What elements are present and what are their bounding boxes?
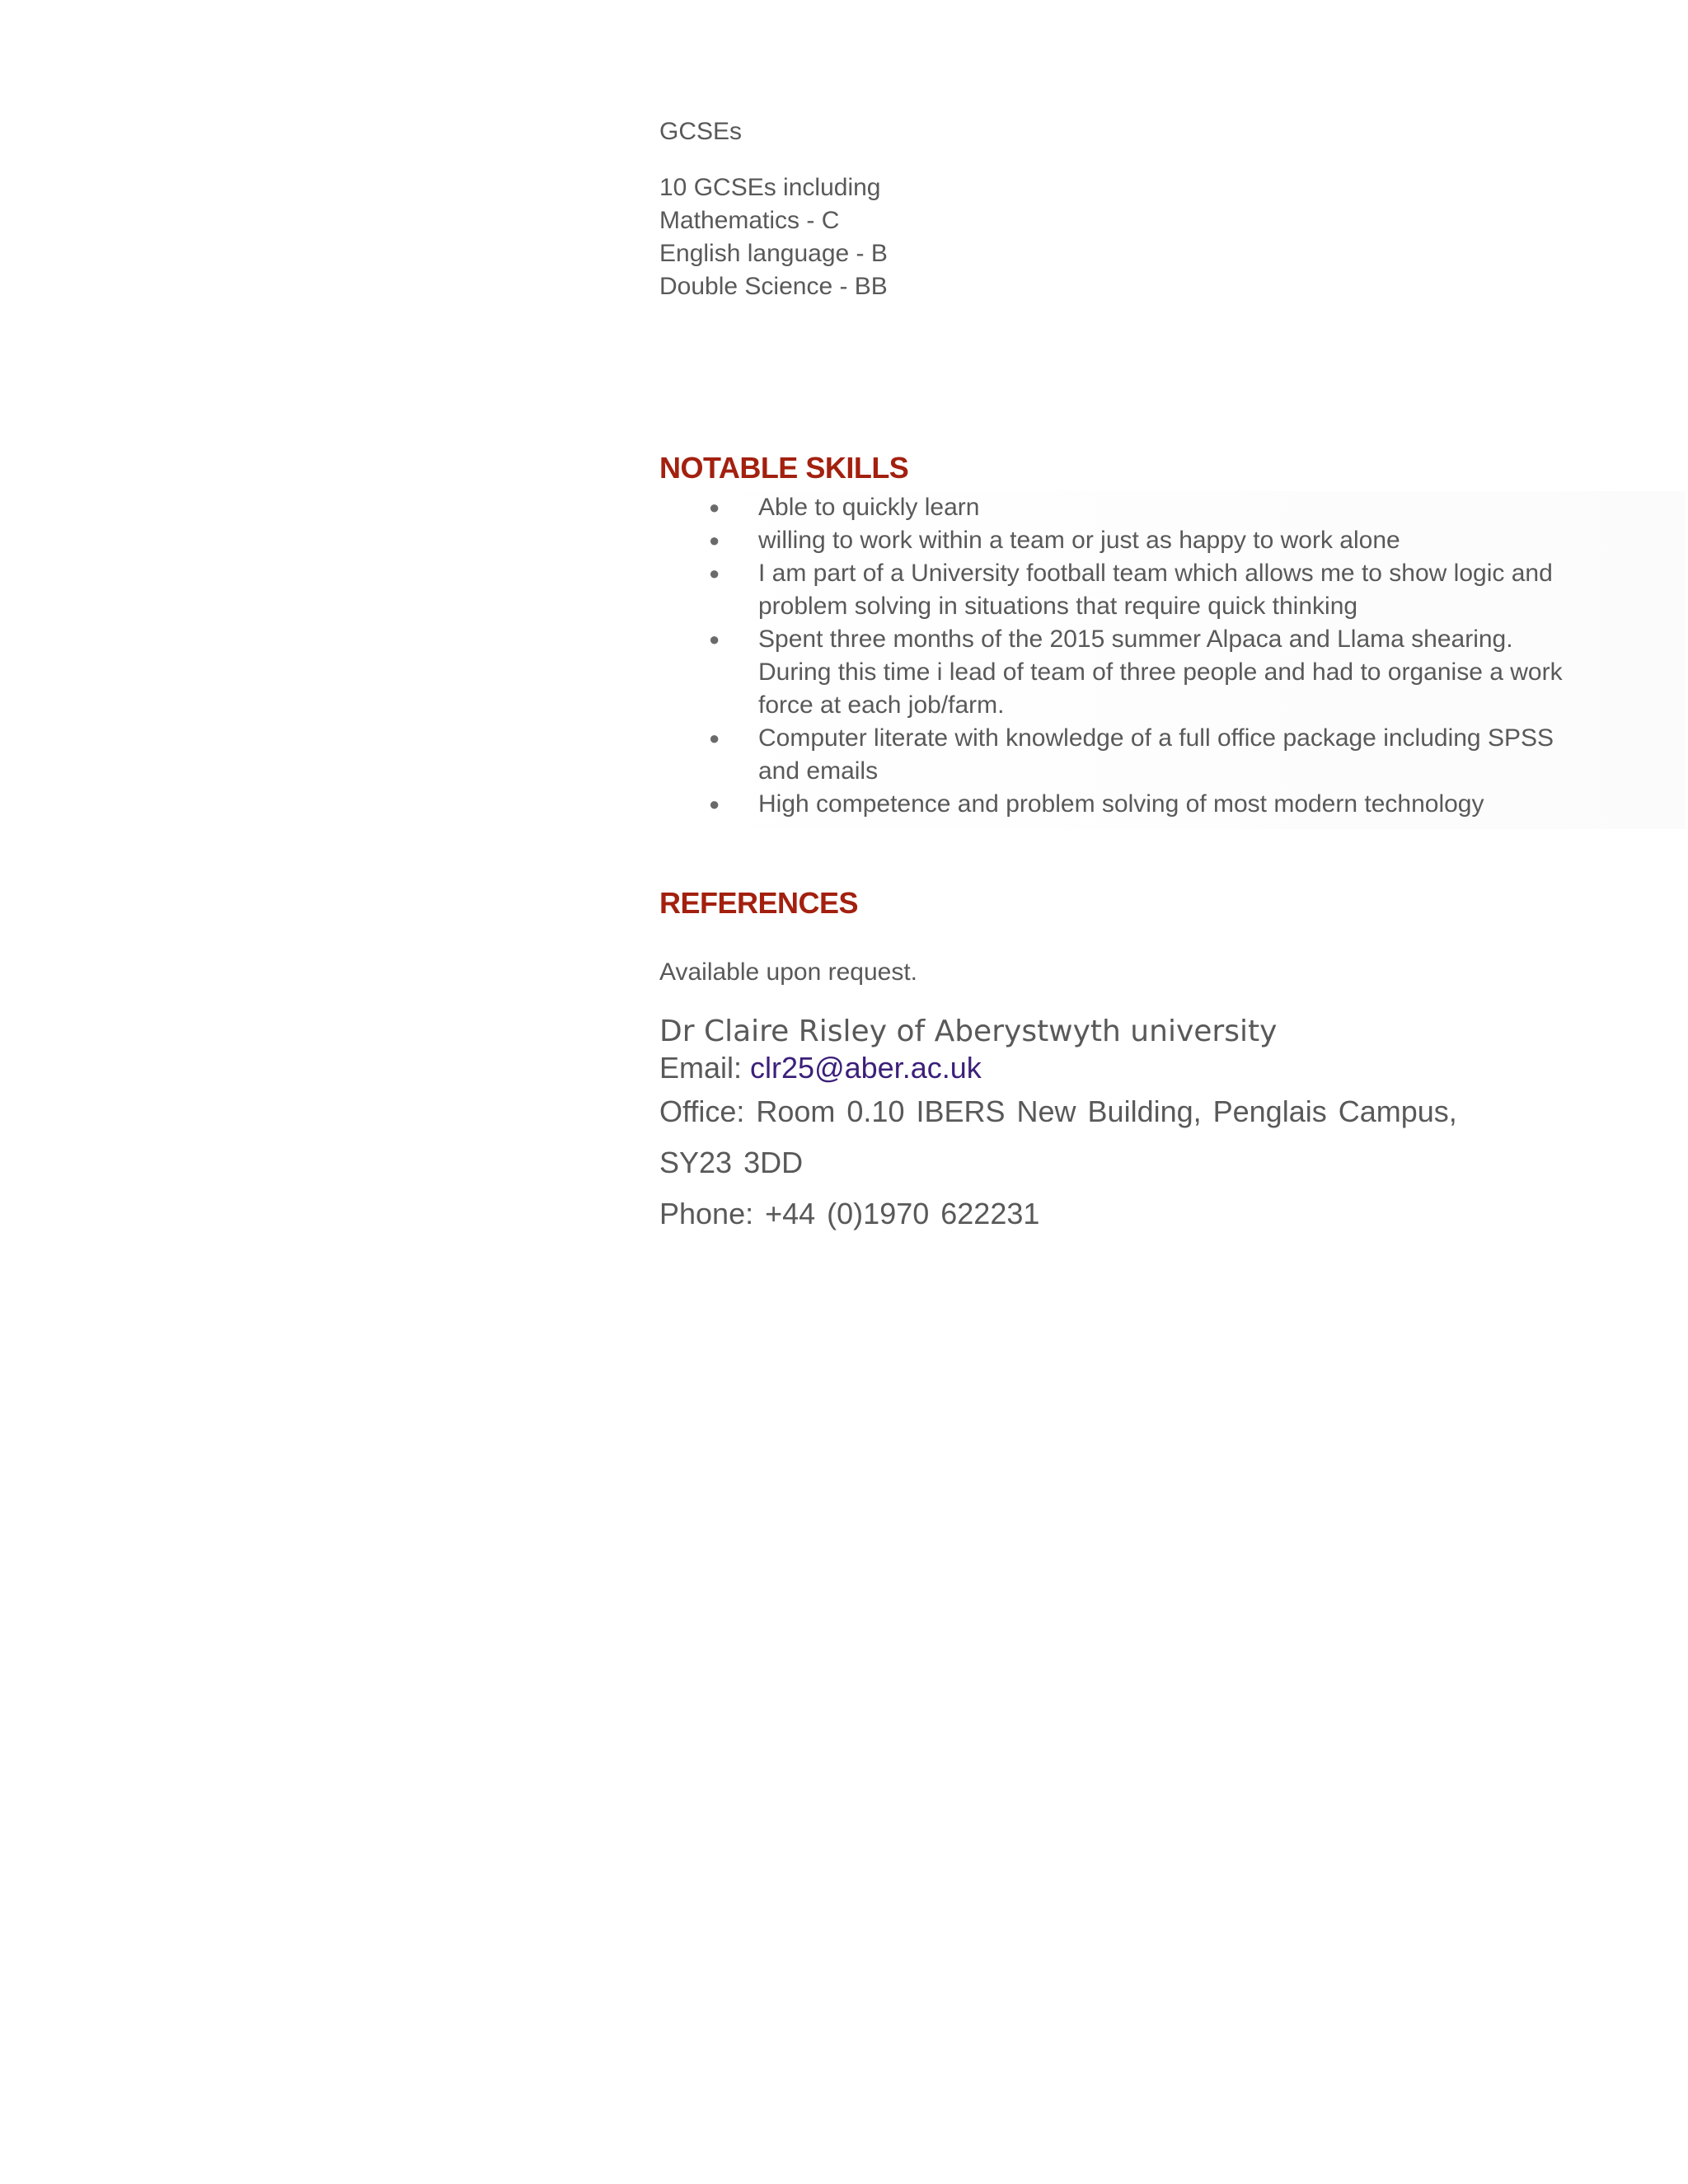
- referee-name: Dr Claire Risley of Aberystwyth university: [659, 1015, 1278, 1048]
- skill-item: [659, 722, 1582, 788]
- skill-item: [659, 788, 1582, 821]
- references-section: [659, 956, 1665, 1240]
- bullet-icon: ●: [709, 629, 720, 649]
- email-label: Email:: [659, 1051, 743, 1085]
- referee-email-line: [659, 1050, 1665, 1086]
- skill-item: [659, 524, 1582, 557]
- skill-text: High competence and problem solving of most modern technology: [758, 790, 1484, 818]
- gcse-line: Double Science - BB: [659, 273, 888, 300]
- skill-text: I am part of a University football team which allows me to show logic and problem solving in situations that require quick thinking: [758, 560, 1553, 620]
- bullet-icon: ●: [709, 497, 720, 518]
- referee-phone: Phone: +44 (0)1970 622231: [659, 1197, 1040, 1230]
- skills-section: [659, 491, 1686, 829]
- skill-text: Able to quickly learn: [758, 494, 980, 521]
- referee-office: Office: Room 0.10 IBERS New Building, Penglais Campus, SY23 3DD: [659, 1094, 1457, 1179]
- email-link[interactable]: clr25@aber.ac.uk: [750, 1051, 982, 1085]
- skill-item: [659, 623, 1582, 722]
- skills-list: [659, 491, 1686, 821]
- gcse-title: GCSEs: [659, 118, 743, 145]
- references-heading: REFERENCES: [659, 886, 859, 920]
- gcse-line: Mathematics - C: [659, 207, 840, 234]
- available-note: Available upon request.: [659, 958, 918, 986]
- gcse-line: English language - B: [659, 240, 888, 267]
- cv-content: [659, 115, 1665, 1240]
- gcse-section: [659, 115, 1665, 303]
- skill-text: willing to work within a team or just as happy to work alone: [758, 527, 1400, 554]
- bullet-icon: ●: [709, 728, 720, 748]
- bullet-icon: ●: [709, 794, 720, 814]
- bullet-icon: ●: [709, 563, 720, 583]
- skill-item: [659, 491, 1582, 524]
- skills-heading: NOTABLE SKILLS: [659, 451, 909, 485]
- skill-text: Spent three months of the 2015 summer Alpaca and Llama shearing. During this time i lead of team of three people and had to organise a work force at each job/farm.: [758, 626, 1563, 719]
- gcse-line: 10 GCSEs including: [659, 174, 881, 201]
- bullet-icon: ●: [709, 530, 720, 551]
- skill-text: Computer literate with knowledge of a full office package including SPSS and emails: [758, 724, 1554, 785]
- gcse-list: [659, 171, 1665, 303]
- skill-item: [659, 557, 1582, 623]
